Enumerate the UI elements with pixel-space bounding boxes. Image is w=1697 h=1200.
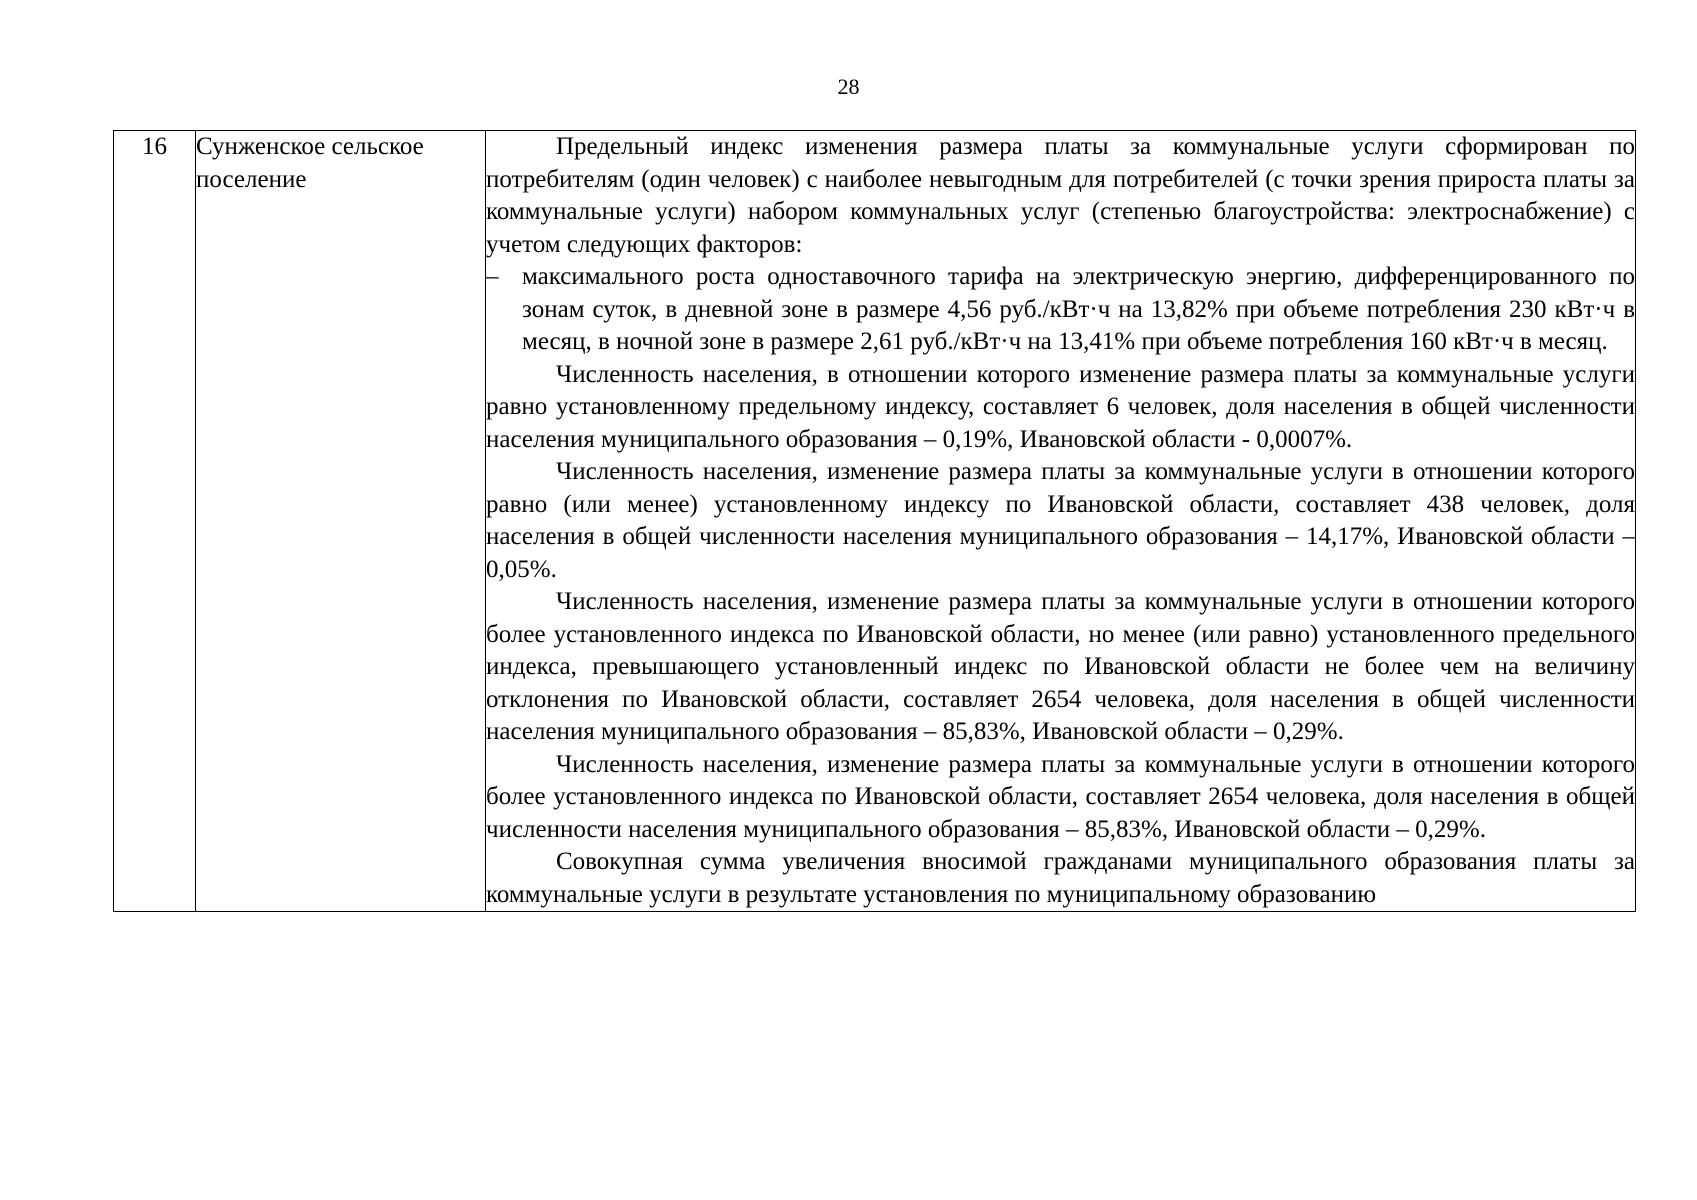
bullet-text: максимального роста одноставочного тарифа на электрическую энергию, дифференцированного по зонам суток, в дневной зоне в размере 4,56 руб./кВт·ч на 13,82% при объеме потребления 230 кВт·ч в месяц, в ночной зоне в размере 2,61 руб./кВт·ч на 13,41% при объеме потребления 160 кВт·ч в месяц.: [522, 263, 1635, 355]
paragraph-population-equal-or-less: Численность населения, изменение размера платы за коммунальные услуги в отношении которого равно (или менее) установленному индексу по Ивановской области, составляет 438 человек, доля населения в общей численности населения муниципального образования – 14,17%, Ивановской области – 0,05%.: [486, 458, 1635, 583]
municipality-table: [113, 130, 1636, 912]
bullet-item: [486, 261, 1635, 359]
municipality-name-cell: [196, 131, 486, 912]
bullet-dash: –: [486, 263, 499, 290]
paragraph-population-limit: Численность населения, в отношении которого изменение размера платы за коммунальные услуги равно установленному предельному индексу, составляет 6 человек, доля населения в общей численности населения муниципального образования – 0,19%, Ивановской области - 0,0007%.: [486, 360, 1635, 453]
row-number: 16: [142, 133, 167, 160]
paragraph-total-sum: Совокупная сумма увеличения вносимой гражданами муниципального образования платы за коммунальные услуги в результате установления по муниципальному образованию: [486, 848, 1635, 908]
paragraph-intro: Предельный индекс изменения размера платы за коммунальные услуги сформирован по потребителям (один человек) с наиболее невыгодным для потребителей (с точки зрения прироста платы за коммунальные услуги) набором коммунальных услуг (степенью благоустройства: электроснабжение) с учетом следующих факторов:: [486, 133, 1635, 258]
row-number-cell: [114, 131, 196, 912]
page-number: 28: [837, 74, 860, 99]
description-cell: [486, 131, 1636, 912]
municipality-name: Сунженское сельское поселение: [196, 133, 424, 193]
paragraph-population-more: Численность населения, изменение размера платы за коммунальные услуги в отношении которого более установленного индекса по Ивановской области, составляет 2654 человека, доля населения в общей численности населения муниципального образования – 85,83%, Ивановской области – 0,29%.: [486, 750, 1635, 843]
table-row: [114, 131, 1636, 912]
paragraph-population-between: Численность населения, изменение размера платы за коммунальные услуги в отношении которого более установленного индекса по Ивановской области, но менее (или равно) установленного предельного индекса, превышающего установленный индекс по Ивановской области не более чем на величину отклонения по Ивановской области, составляет 2654 человека, доля населения в общей численности населения муниципального образования – 85,83%, Ивановской области – 0,29%.: [486, 588, 1635, 745]
